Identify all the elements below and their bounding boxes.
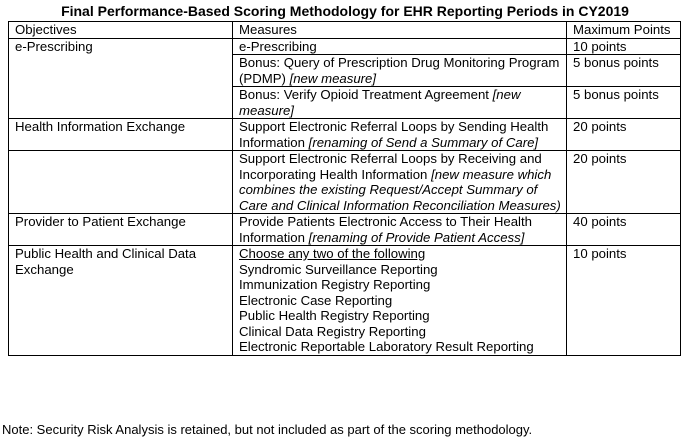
points-cell: 5 bonus points (567, 87, 681, 119)
measure-text: Support Electronic Referral Loops by Sending Health Information (239, 119, 549, 150)
points-cell: 40 points (567, 214, 681, 246)
objective-cell: Public Health and Clinical Data Exchange (9, 246, 233, 356)
table-row (9, 151, 681, 214)
measure-cell (233, 246, 567, 356)
list-item: Syndromic Surveillance Reporting (239, 261, 438, 277)
measure-text: e-Prescribing (239, 38, 317, 54)
objective-cell: e-Prescribing (9, 38, 233, 119)
measure-note: [new measure] (239, 87, 521, 118)
table-row (9, 119, 681, 151)
measure-text: Bonus: Verify Opioid Treatment Agreement (239, 87, 489, 102)
table-header-row (9, 22, 681, 39)
measure-cell (233, 38, 567, 55)
choose-instruction: Choose any two of the following (239, 246, 426, 261)
points-cell: 20 points (567, 119, 681, 151)
list-item: Clinical Data Registry Reporting (239, 323, 426, 339)
table-title: Final Performance-Based Scoring Methodology for EHR Reporting Periods in CY2019 (61, 3, 629, 19)
table-row (9, 38, 681, 55)
list-item: Immunization Registry Reporting (239, 277, 431, 292)
list-item: Public Health Registry Reporting (239, 308, 430, 323)
measure-cell (233, 119, 567, 151)
measure-cell (233, 214, 567, 246)
table-row (9, 214, 681, 246)
header-measures: Measures (233, 22, 567, 39)
measure-cell (233, 55, 567, 87)
list-item: Electronic Case Reporting (239, 292, 393, 308)
objective-cell: Provider to Patient Exchange (9, 214, 233, 246)
measure-cell (233, 87, 567, 119)
measure-note: [new measure] (289, 70, 377, 86)
measure-note: [renaming of Provide Patient Access] (308, 229, 525, 245)
points-cell: 5 bonus points (567, 55, 681, 87)
objective-cell-empty (9, 151, 233, 214)
measure-text: Provide Patients Electronic Access to Their Health Information (239, 214, 532, 245)
measure-note: [renaming of Send a Summary of Care] (308, 134, 539, 150)
list-item: Electronic Reportable Laboratory Result Reporting (239, 339, 534, 354)
points-cell: 20 points (567, 151, 681, 214)
measure-note: [new measure which combines the existing Request/Accept Summary of Care and Clinical Information Reconciliation Measures) (239, 166, 561, 213)
footnote: Note: Security Risk Analysis is retained, but not included as part of the scoring methodology. (2, 422, 533, 437)
header-objectives: Objectives (9, 22, 233, 39)
scoring-table (8, 21, 681, 356)
table-row (9, 246, 681, 356)
points-cell: 10 points (567, 246, 681, 356)
measure-text: Support Electronic Referral Loops by Receiving and Incorporating Health Information (239, 151, 542, 182)
header-max-points: Maximum Points (567, 22, 681, 39)
measure-text: Bonus: Query of Prescription Drug Monitoring Program (PDMP) (239, 55, 560, 86)
objective-cell: Health Information Exchange (9, 119, 233, 151)
points-cell: 10 points (567, 38, 681, 55)
measure-cell (233, 151, 567, 214)
